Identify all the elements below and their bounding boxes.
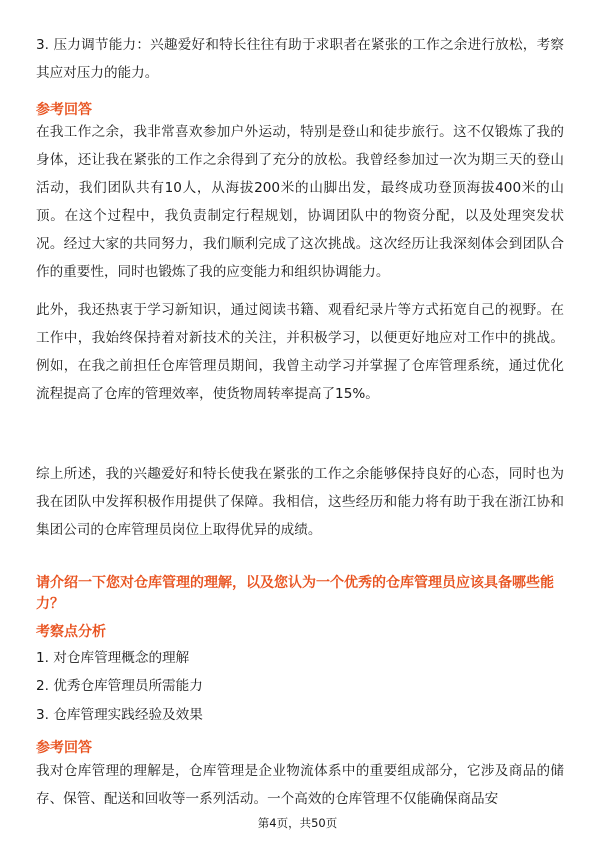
interview-question: 请介绍一下您对仓库管理的理解，以及您认为一个优秀的仓库管理员应该具备哪些能力？ (36, 575, 554, 612)
answer-paragraph-2: 此外，我还热衷于学习新知识，通过阅读书籍、观看纪录片等方式拓宽自己的视野。在工作中，我始终保持着对新技术的关注，并积极学习，以便更好地应对工作中的挑战。例如，在我之前担任仓库管理员期间，我曾主动学习并掌握了仓库管理系统，通过优化流程提高了仓库的管理效率，使货物周转率提高了15%。 (36, 302, 564, 402)
analysis-item-2: 2. 优秀仓库管理员所需能力 (36, 678, 203, 694)
answer-paragraph-3: 综上所述，我的兴趣爱好和特长使我在紧张的工作之余能够保持良好的心态，同时也为我在团队中发挥积极作用提供了保障。我相信，这些经历和能力将有助于我在浙江协和集团公司的仓库管理员岗位上取得优异的成绩。 (36, 466, 564, 538)
analysis-heading: 考察点分析 (36, 624, 106, 640)
analysis-item-1: 1. 对仓库管理概念的理解 (36, 650, 190, 666)
reference-answer-heading-2: 参考回答 (36, 740, 92, 756)
analysis-item-3: 3. 仓库管理实践经验及效果 (36, 707, 203, 723)
answer-paragraph-1: 在我工作之余，我非常喜欢参加户外运动，特别是登山和徒步旅行。这不仅锻炼了我的身体，还让我在紧张的工作之余得到了充分的放松。我曾经参加过一次为期三天的登山活动，我们团队共有10人，从海拔200米的山脚出发，最终成功登顶海拔400米的山顶。在这个过程中，我负责制定行程规划，协调团队中的物资分配，以及处理突发状况。经过大家的共同努力，我们顺利完成了这次挑战。这次经历让我深刻体会到团队合作的重要性，同时也锻炼了我的应变能力和组织协调能力。 (36, 124, 564, 280)
evaluation-point-3: 3. 压力调节能力：兴趣爱好和特长往往有助于求职者在紧张的工作之余进行放松，考察其应对压力的能力。 (36, 37, 564, 81)
reference-answer-heading: 参考回答 (36, 102, 92, 118)
answer-paragraph-4: 我对仓库管理的理解是，仓库管理是企业物流体系中的重要组成部分，它涉及商品的储存、保管、配送和回收等一系列活动。一个高效的仓库管理不仅能确保商品安 (36, 763, 564, 807)
page-number: 第4页，共50页 (257, 816, 338, 830)
